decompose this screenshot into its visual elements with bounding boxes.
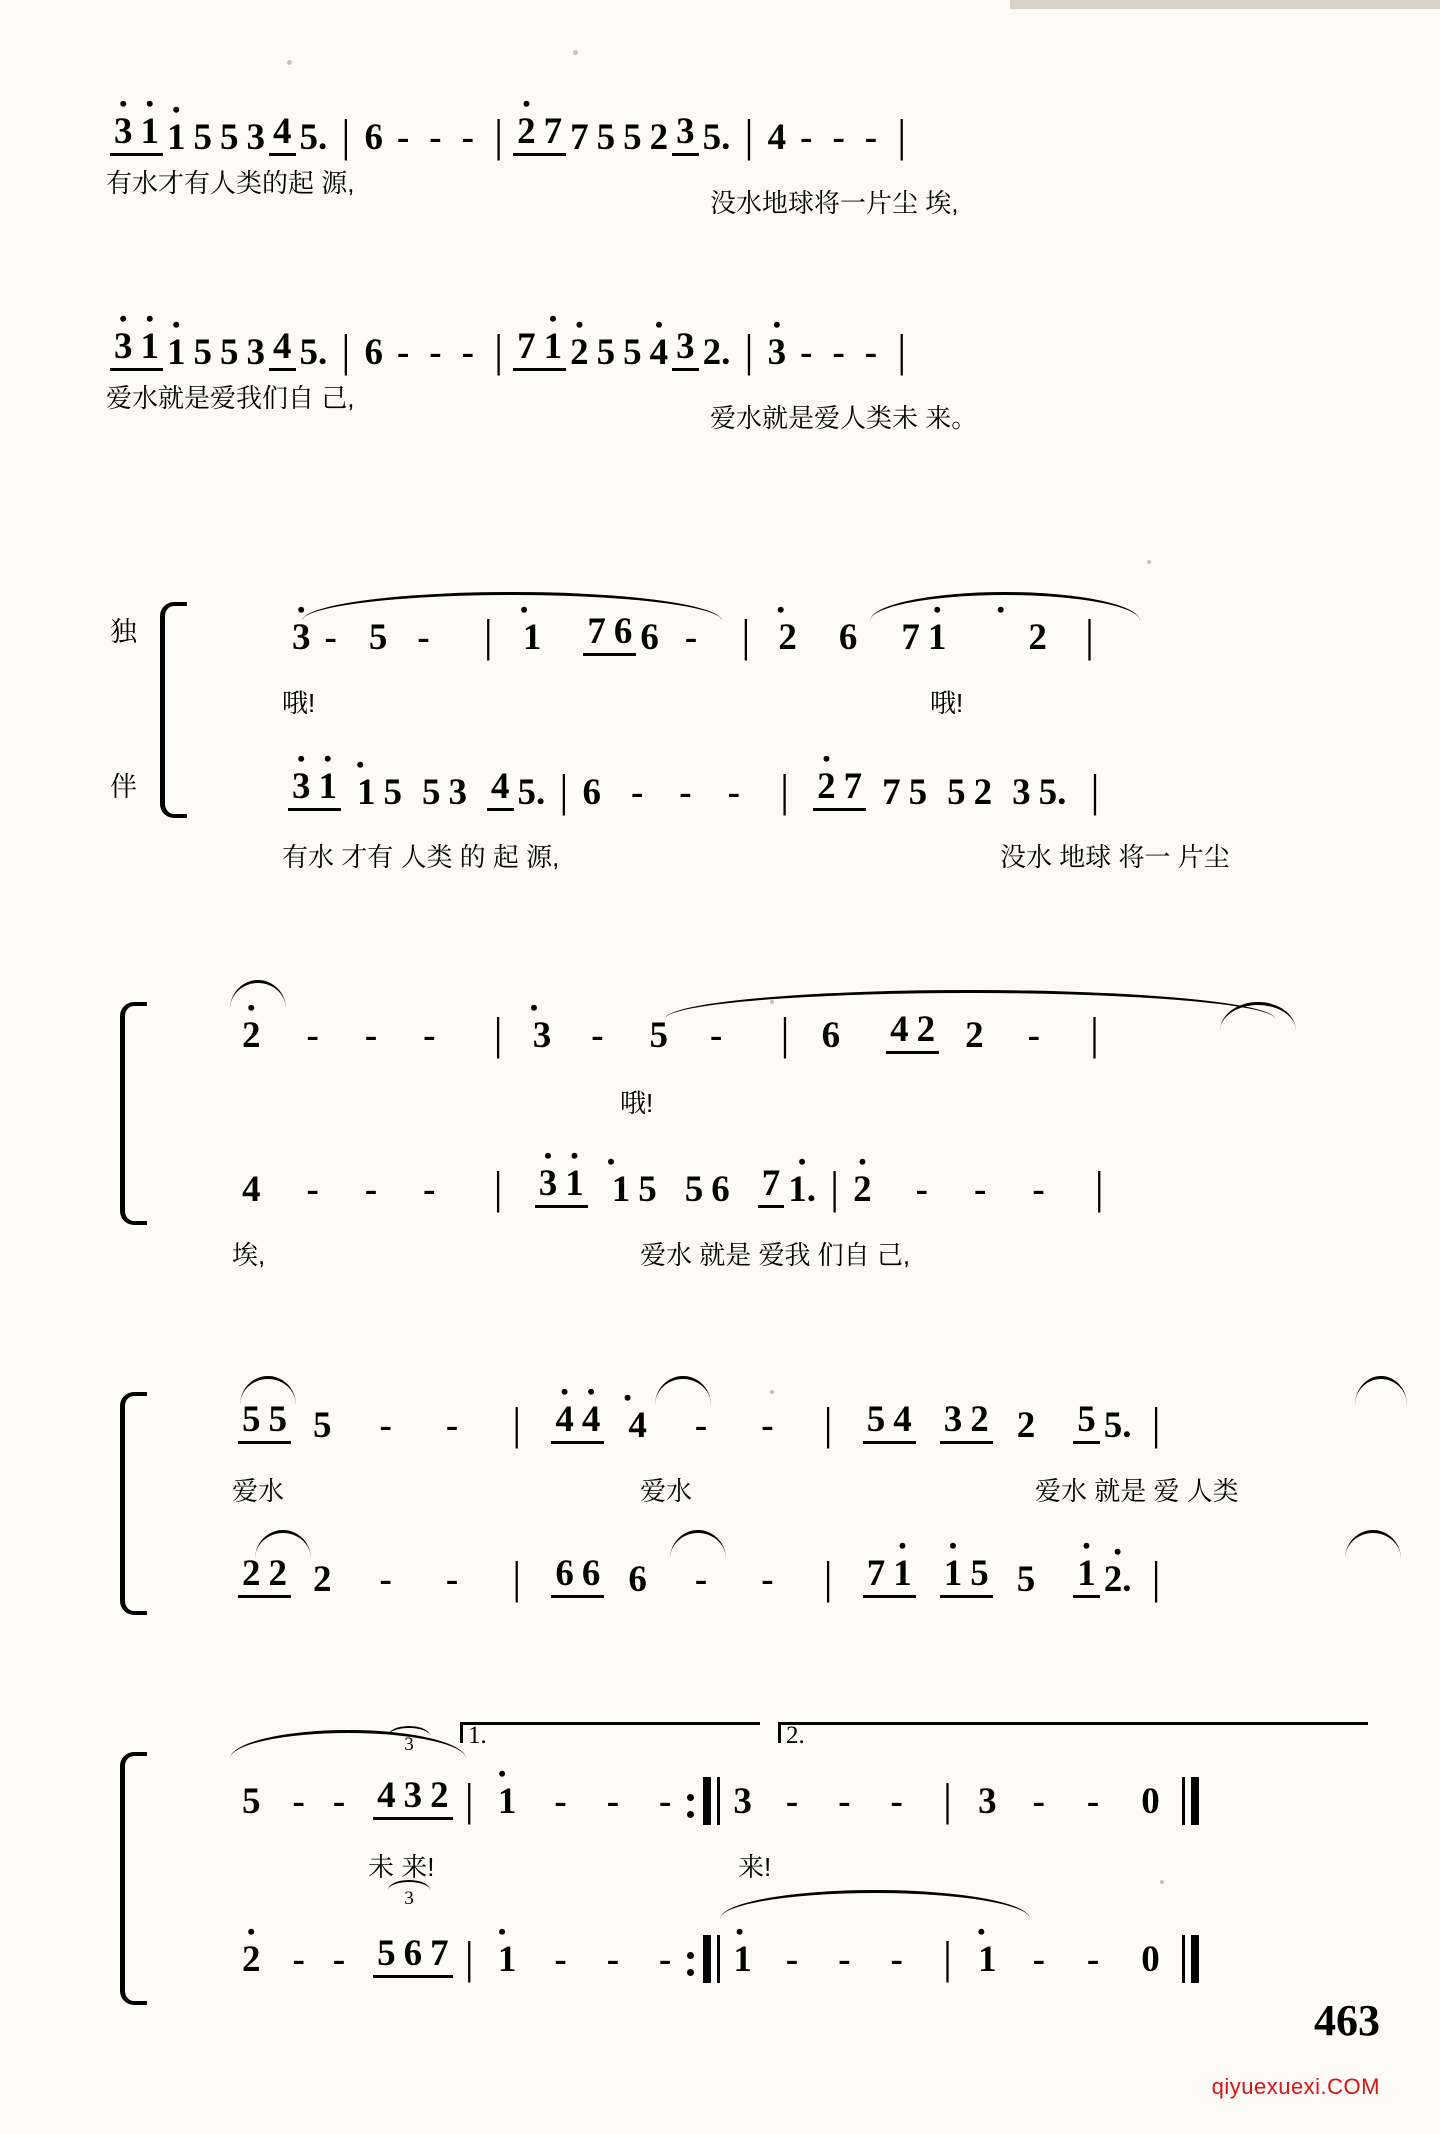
system-3-acc-lyric-1 <box>282 844 559 870</box>
lyric-line: 有水才有人类的起 源, <box>106 168 355 198</box>
dash: - <box>915 1169 928 1210</box>
barline: | <box>512 1398 522 1449</box>
staff-brace <box>120 1392 147 1615</box>
note: 5 <box>368 617 388 658</box>
note: • 2 <box>566 334 593 371</box>
note: • 1 <box>889 1555 916 1598</box>
lyric-line: 爱水就是爱人类未 来。 <box>710 403 978 433</box>
note: 3 <box>978 1781 997 1822</box>
slur <box>230 980 286 1009</box>
note: 2 <box>649 117 669 158</box>
dash: - <box>838 1781 851 1822</box>
dash: - <box>306 1015 319 1056</box>
dash: - <box>606 1939 620 1980</box>
note: 5. <box>517 772 546 813</box>
note: 6 <box>400 1935 427 1978</box>
note: 4 <box>886 1011 913 1054</box>
dash: - <box>1032 1939 1045 1980</box>
note: 2 <box>426 1777 453 1820</box>
paper-speck <box>1147 560 1151 564</box>
barline: | <box>1094 1162 1104 1213</box>
note: 5 <box>422 772 441 813</box>
barline: | <box>942 1932 953 1983</box>
barline: | <box>1151 1552 1161 1603</box>
triplet-number: 3 <box>404 1734 414 1755</box>
barline: | <box>744 110 754 161</box>
volta-2 <box>778 1722 1368 1749</box>
barline: | <box>897 110 907 161</box>
dash: - <box>332 1939 346 1980</box>
dash: - <box>292 1781 305 1822</box>
final-barline-thick <box>1191 1935 1199 1983</box>
note: • 1 <box>561 1165 588 1208</box>
repeat-barline-thin <box>717 1777 720 1825</box>
note: 5 <box>863 1401 890 1444</box>
note: • 1 <box>484 1941 521 1978</box>
barline: | <box>1151 1398 1161 1449</box>
page-number: 463 <box>1314 1996 1380 2045</box>
dash: - <box>694 1559 708 1600</box>
lyric-line: 爱水 <box>640 1476 693 1506</box>
note: • 2 <box>238 1941 265 1978</box>
solo-label: 独 <box>110 617 137 647</box>
dash: - <box>630 772 644 813</box>
dash: - <box>364 1015 378 1056</box>
note: • 1 <box>1073 1555 1100 1598</box>
note: 6 <box>578 1555 605 1598</box>
dash: - <box>694 1405 708 1446</box>
dash: - <box>554 1781 567 1822</box>
system-3-solo-lyric-2 <box>930 690 963 716</box>
dash: - <box>1086 1939 1100 1980</box>
dash: - <box>423 1169 436 1210</box>
dash: - <box>785 1781 799 1822</box>
note: • 2 <box>849 1171 876 1208</box>
note: • 1 <box>341 774 380 811</box>
system-1 <box>106 110 959 218</box>
dash: - <box>591 1015 604 1056</box>
dash: - <box>324 617 337 658</box>
note: 4 <box>487 768 514 811</box>
dash: - <box>974 1169 987 1210</box>
dash: - <box>445 1405 459 1446</box>
barline: | <box>823 1398 833 1449</box>
system-2-notes <box>110 325 916 376</box>
lyric-line: 哦! <box>620 1088 654 1118</box>
lyric-line: 埃, <box>232 1240 266 1270</box>
system-5-solo-lyric-2 <box>640 1478 692 1504</box>
note: 5 <box>220 117 239 158</box>
dash: - <box>659 1939 672 1980</box>
dash: - <box>461 117 474 158</box>
note: 5. <box>299 332 328 373</box>
note: 2 <box>313 1559 332 1600</box>
note: • 1 <box>588 1171 635 1208</box>
dash: - <box>379 1405 392 1446</box>
barline: | <box>493 1008 503 1059</box>
lyric-line: 未 来! <box>368 1852 435 1882</box>
system-5-solo-lyric-1 <box>232 1478 284 1504</box>
note: • 4 <box>646 334 673 371</box>
note: 4 <box>242 1169 261 1210</box>
note: 4 <box>373 1777 400 1820</box>
note: 5. <box>1038 772 1067 813</box>
system-2-lyrics-b <box>710 405 977 431</box>
dash: - <box>379 1559 392 1600</box>
barline: | <box>942 1774 953 1825</box>
note: • 2 <box>238 1017 265 1054</box>
note: • 1 <box>315 768 342 811</box>
note: 6 <box>364 332 383 373</box>
dash: - <box>800 332 813 373</box>
note: 7 <box>840 768 867 811</box>
dash: - <box>1032 1169 1045 1210</box>
repeat-barline-thick <box>703 1935 711 1983</box>
note: • 1 <box>540 328 567 371</box>
dash: - <box>864 117 878 158</box>
repeat-barline-thick <box>703 1777 711 1825</box>
system-6-solo-lyric-1 <box>368 1854 434 1880</box>
dash: - <box>423 1015 436 1056</box>
system-5-solo-notes <box>238 1398 1171 1449</box>
barline: | <box>341 325 351 376</box>
note: 5 <box>1073 1401 1100 1444</box>
note: 5 <box>649 1015 669 1056</box>
dash: - <box>554 1939 567 1980</box>
note: • 1. <box>784 1171 820 1208</box>
dash: - <box>461 332 474 373</box>
staff-brace <box>120 1002 147 1225</box>
note: 5 <box>383 772 402 813</box>
note: 3 <box>733 1781 752 1822</box>
system-3-acc-lyric-2 <box>1000 844 1230 870</box>
note: 2 <box>965 1015 984 1056</box>
barline: | <box>464 1932 474 1983</box>
dash: - <box>364 1169 378 1210</box>
note: 5 <box>596 117 616 158</box>
note: 5 <box>193 117 212 158</box>
note: • 3 <box>110 328 137 371</box>
barline: | <box>744 325 754 376</box>
barline: | <box>493 110 504 161</box>
system-4-solo-lyric <box>620 1090 653 1116</box>
note: • 3 <box>110 113 137 156</box>
volta-1 <box>460 1722 760 1749</box>
note: 3 <box>448 772 467 813</box>
note: 2 <box>966 1401 993 1444</box>
staff-brace <box>160 602 187 818</box>
note: • 4 <box>551 1401 578 1444</box>
lyric-line: 没水地球将一片尘 埃, <box>710 188 959 218</box>
system-4-acc-lyric-1 <box>232 1242 265 1268</box>
paper-speck <box>573 50 578 55</box>
dash: - <box>890 1781 903 1822</box>
note: • 3 <box>513 1017 556 1054</box>
system-6-solo-lyric-2 <box>738 1854 771 1880</box>
volta-1-label: 1. <box>468 1722 487 1749</box>
volta-1-line <box>460 1722 760 1743</box>
dash: - <box>761 1559 774 1600</box>
system-1-lyrics-b <box>710 190 958 216</box>
note: 6 <box>610 613 637 656</box>
note: 0 <box>1141 1939 1160 1980</box>
note: 7 <box>426 1935 453 1978</box>
note: 3 <box>940 1401 967 1444</box>
dash: - <box>429 117 442 158</box>
system-4-solo-notes <box>238 1008 1109 1059</box>
system-2 <box>106 325 978 433</box>
barline: | <box>493 325 504 376</box>
note: 5 <box>193 332 212 373</box>
dash: - <box>445 1559 459 1600</box>
final-barline-thin <box>1182 1935 1185 1983</box>
dash: - <box>727 772 740 813</box>
note: 7 <box>570 117 589 158</box>
note: 7 <box>758 1165 785 1208</box>
site-watermark: qiyuexuexi.COM <box>1211 2074 1380 2099</box>
barline: | <box>1089 1008 1100 1059</box>
triplet-bracket <box>388 1880 430 1910</box>
staff-brace <box>120 1752 147 2005</box>
note: • 1 <box>137 328 164 371</box>
note: 3 <box>246 332 265 373</box>
dash: - <box>306 1169 319 1210</box>
note: • 1 <box>163 119 190 156</box>
system-3 <box>110 580 1360 880</box>
note: 5 <box>966 1555 993 1598</box>
note: 7 <box>540 113 567 156</box>
lyric-line: 哦! <box>930 688 964 718</box>
barline: | <box>341 110 351 161</box>
lyric-line: 有水 才有 人类 的 起 源, <box>282 842 560 872</box>
note: 5 <box>238 1401 265 1444</box>
system-1-notes <box>110 110 916 161</box>
lyric-line: 爱水就是爱我们自 己, <box>106 383 355 413</box>
slur <box>720 1890 1030 1919</box>
note: 4 <box>269 113 296 156</box>
note: 5 <box>623 117 642 158</box>
note: 5 <box>947 772 966 813</box>
note: • 2 <box>760 619 801 656</box>
note: 3 <box>672 328 699 371</box>
note: 0 <box>1141 1781 1160 1822</box>
note: • 1 <box>137 113 164 156</box>
note: • 3 <box>764 334 791 371</box>
note: • 1 <box>484 1783 521 1820</box>
note: 5. <box>299 117 328 158</box>
note: 5 <box>596 332 616 373</box>
lyric-line: 爱水 就是 爱 人类 <box>1035 1476 1239 1506</box>
note: 6 <box>628 1559 647 1600</box>
dash: - <box>429 332 442 373</box>
note: 4 <box>767 117 787 158</box>
lyric-line: 没水 地球 将一 片尘 <box>1000 842 1230 872</box>
accompaniment-label: 伴 <box>110 772 137 802</box>
barline: | <box>559 765 569 816</box>
lyric-line: 爱水 就是 爱我 们自 己, <box>640 1240 911 1270</box>
note: • 3 <box>288 619 315 656</box>
final-barline-thin <box>1182 1777 1185 1825</box>
repeat-dots <box>681 1794 700 1818</box>
note: 5 <box>623 332 642 373</box>
barline: | <box>829 1162 840 1213</box>
system-4 <box>110 980 1360 1280</box>
note: • 1 <box>962 1941 1001 1978</box>
dash: - <box>659 1781 672 1822</box>
barline: | <box>780 1008 790 1059</box>
note: 5. <box>1103 1405 1132 1446</box>
slur <box>1355 1376 1407 1405</box>
final-barline-thick <box>1191 1777 1199 1825</box>
system-5-acc-notes <box>238 1552 1171 1603</box>
note: 7 <box>513 328 540 371</box>
system-3-solo-notes <box>288 610 1104 661</box>
dash: - <box>832 332 845 373</box>
dash: - <box>785 1939 799 1980</box>
note: 7 <box>882 772 901 813</box>
system-6 <box>110 1722 1370 2060</box>
barline: | <box>1084 610 1095 661</box>
note: • 2 <box>950 619 1051 656</box>
top-edge-artifact <box>1010 0 1440 9</box>
dash: - <box>1027 1015 1040 1056</box>
triplet-number: 3 <box>404 1888 414 1909</box>
dash: - <box>864 332 878 373</box>
barline: | <box>897 325 907 376</box>
note: 5 <box>638 1169 657 1210</box>
slur <box>1345 1530 1401 1559</box>
note: • 4 <box>578 1401 605 1444</box>
paper-speck <box>287 60 292 65</box>
dash: - <box>1086 1781 1100 1822</box>
lyric-line: 来! <box>738 1852 772 1882</box>
system-4-acc-notes <box>238 1162 1114 1213</box>
note: 2 <box>1016 1405 1036 1446</box>
note: • 1 <box>940 1555 967 1598</box>
barline: | <box>512 1552 522 1603</box>
note: 5 <box>265 1401 292 1444</box>
barline: | <box>1090 765 1100 816</box>
note: • 1 <box>924 619 951 656</box>
barline: | <box>464 1774 474 1825</box>
dash: - <box>417 617 430 658</box>
note: 7 <box>901 617 920 658</box>
note: 7 <box>583 613 610 656</box>
note: 5 <box>908 772 928 813</box>
note: 6 <box>551 1555 578 1598</box>
note: 5 <box>313 1405 332 1446</box>
note: 6 <box>640 617 659 658</box>
note: 2. <box>702 332 731 373</box>
volta-2-label: 2. <box>786 1722 805 1749</box>
note: 5 <box>220 332 239 373</box>
note: 3 <box>1012 772 1031 813</box>
note: 6 <box>838 617 858 658</box>
barline: | <box>823 1552 833 1603</box>
note: 4 <box>269 328 296 371</box>
note: 5 <box>1016 1559 1036 1600</box>
note: 6 <box>582 772 601 813</box>
note: 7 <box>863 1555 890 1598</box>
system-6-solo-notes <box>238 1772 1202 1825</box>
note: • 3 <box>535 1165 562 1208</box>
barline: | <box>483 610 493 661</box>
dash: - <box>679 772 692 813</box>
note: • 3 <box>288 768 315 811</box>
lyric-line: 爱水 <box>232 1476 285 1506</box>
note: • 2 <box>813 768 840 811</box>
dash: - <box>832 117 845 158</box>
note: 5 <box>684 1169 704 1210</box>
note: • 2 <box>513 113 540 156</box>
dash: - <box>1032 1781 1045 1822</box>
note: 6 <box>821 1015 841 1056</box>
note: • 1 <box>723 1941 756 1978</box>
lyric-line: 哦! <box>282 688 316 718</box>
dash: - <box>292 1939 305 1980</box>
dash: - <box>684 617 698 658</box>
note: 3 <box>672 113 699 156</box>
system-3-solo-lyric-1 <box>282 690 315 716</box>
note: • 1 <box>163 334 190 371</box>
barline: | <box>741 610 751 661</box>
triplet-bracket <box>388 1726 430 1756</box>
note: 2 <box>973 772 993 813</box>
note: 6 <box>364 117 383 158</box>
system-5 <box>110 1370 1360 1660</box>
system-5-solo-lyric-3 <box>1035 1478 1239 1504</box>
note: 5 <box>242 1781 261 1822</box>
repeat-dots <box>681 1952 700 1976</box>
note: 2 <box>913 1011 940 1054</box>
repeat-barline-thin <box>717 1935 720 1983</box>
note: 2 <box>238 1555 265 1598</box>
dash: - <box>396 117 410 158</box>
barline: | <box>493 1162 503 1213</box>
volta-2-line <box>778 1722 1368 1743</box>
dash: - <box>606 1781 620 1822</box>
system-4-acc-lyric-2 <box>640 1242 910 1268</box>
note: 5 <box>373 1935 400 1978</box>
note: • 1 <box>503 619 546 656</box>
dash: - <box>332 1781 346 1822</box>
dash: - <box>800 117 813 158</box>
note: • 2. <box>1100 1561 1136 1598</box>
dash: - <box>838 1939 851 1980</box>
dash: - <box>761 1405 774 1446</box>
note: 3 <box>400 1777 427 1820</box>
note: • 4 <box>604 1407 651 1444</box>
note: 5. <box>702 117 731 158</box>
note: 4 <box>889 1401 916 1444</box>
note: 6 <box>711 1169 730 1210</box>
note: 3 <box>246 117 265 158</box>
system-3-acc-notes <box>288 765 1110 816</box>
dash: - <box>396 332 410 373</box>
slur <box>230 1730 466 1759</box>
system-6-acc-notes <box>238 1930 1202 1983</box>
barline: | <box>779 765 790 816</box>
dash: - <box>890 1939 903 1980</box>
dash: - <box>710 1015 723 1056</box>
note: 2 <box>265 1555 292 1598</box>
